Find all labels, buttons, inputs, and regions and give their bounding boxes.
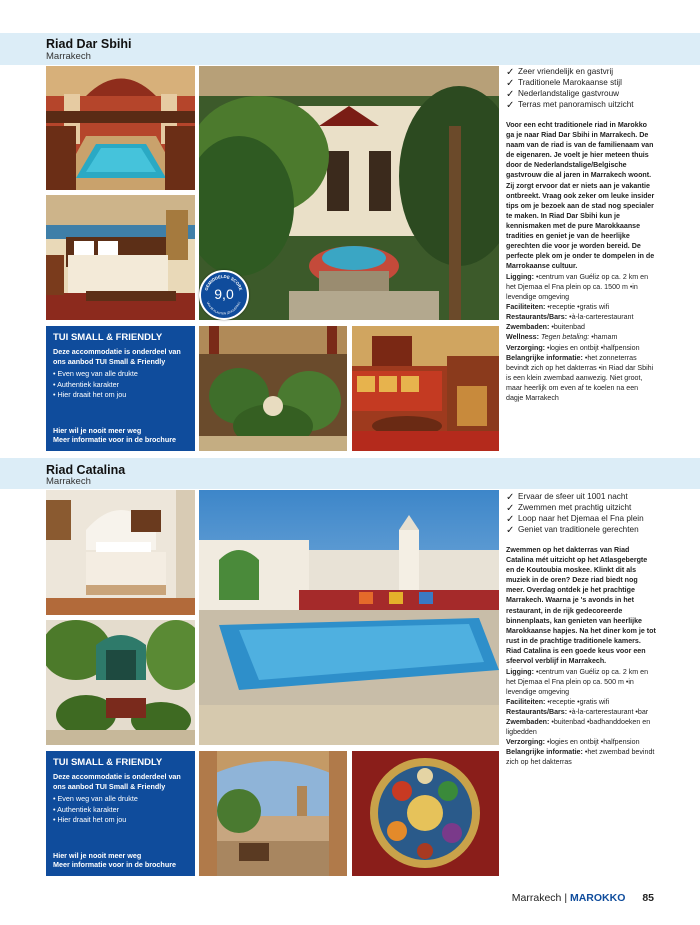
highlight-item: ✓ Terras met panoramisch uitzicht (506, 100, 634, 112)
infobox-footer-line: Hier wil je nooit meer weg (53, 425, 142, 435)
fact-item: Faciliteiten: •receptie •gratis wifi (506, 303, 610, 312)
section-header-riad-catalina (0, 458, 700, 489)
fact-item: Faciliteiten: •receptie •gratis wifi (506, 698, 610, 707)
photo-rooftop-pool (199, 490, 499, 745)
hotel-location: Marrakech (46, 51, 91, 62)
photo-bedroom (46, 195, 195, 320)
infobox-bullet: • Even weg van alle drukte (53, 794, 188, 804)
score-sublabel: VAN 55 KLANTEN (ZOOVERNL) (205, 301, 242, 316)
photo-patio-restaurant (46, 620, 195, 745)
photo-lounge (352, 326, 499, 451)
highlight-item: ✓ Traditionele Marokaanse stijl (506, 78, 622, 90)
infobox-description: Deze accommodatie is onderdeel van ons aanbod TUI Small & Friendly (53, 772, 181, 791)
score-label: GEMIDDELDE SCORE (203, 273, 244, 292)
fact-item: Verzorging: •logies en ontbijt •halfpension (506, 738, 640, 747)
infobox-footer-link[interactable]: Meer informatie voor in de brochure (53, 435, 177, 445)
highlights-list (506, 67, 656, 111)
highlight-item: ✓ Loop naar het Djemaa el Fna plein (506, 514, 644, 526)
photo-courtyard-above (199, 326, 347, 451)
hotel-description-column (506, 492, 656, 768)
checkmark-icon: ✓ (506, 78, 515, 90)
facts-list (506, 667, 656, 768)
infobox-footer-link[interactable]: Meer informatie voor in de brochure (53, 860, 177, 870)
highlights-list (506, 492, 656, 536)
fact-item: Zwembaden: •buitenbad •badhanddoeken en ligbedden (506, 718, 651, 737)
fact-item: Restaurants/Bars: •à-la-carterestaurant (506, 313, 634, 322)
photo-terrace-view (199, 751, 347, 876)
highlight-item: ✓ Zwemmen met prachtig uitzicht (506, 503, 632, 515)
checkmark-icon: ✓ (506, 89, 515, 101)
facts-list (506, 272, 656, 403)
infobox-bullet: • Authentiek karakter (53, 805, 188, 815)
infobox-title: TUI SMALL & FRIENDLY (53, 757, 163, 768)
intro-paragraph: Voor een echt traditionele riad in Marokko ga je naar Riad Dar Sbihi in Marrakech. De naam van de riad is van de familienaam van de eigenaren. Je voelt je hier meteen thuis door de Nederlandstalige/Belgische gastvrouw die al jaren in Marrakech woont. Zij zorgt ervoor dat er niets aan je vakantie ontbreekt. Vraag ook zeker om leuke insider tips om je bezoek aan de stad nog specialer te maken. In Riad Dar Sbihi kun je kennismaken met de pure Marokkaanse tradities en geniet je van de heerlijke gerechten die voor je worden bereid. De perfecte plek om je onder te dompelen in de Marrokaanse cultuur. (506, 121, 655, 270)
intro-paragraph: Zwemmen op het dakterras van Riad Catalina mét uitzicht op het Atlasgebergte en de Koutoubia moskee. Klinkt dit als muziek in de oren? Deze riad biedt nog meer. Overdag ontdek je het prachtige Marrakech. Waarna je 's avonds in het restaurant, in de rijk gedecoreerde binnenplaats, kan genieten van heerlijke Marokkaanse hapjes. Na het diner kom je tot rust in de prachtige traditionele kamers. Riad Catalina is een goede keus voor een sfeervol verblijf in Marrakech. (506, 546, 656, 665)
infobox-bullets (53, 369, 188, 400)
checkmark-icon: ✓ (506, 525, 515, 537)
hotel-title: Riad Catalina (46, 463, 126, 477)
infobox-title: TUI SMALL & FRIENDLY (53, 332, 163, 343)
highlight-item: ✓ Nederlandstalige gastvrouw (506, 89, 620, 101)
fact-item: Belangrijke informatie: •het zwembad bevindt zich op het dakterras (506, 748, 655, 767)
footer-region: Marrakech (511, 892, 562, 904)
fact-item: Restaurants/Bars: •à-la-carterestaurant •bar (506, 708, 649, 717)
infobox-footer (53, 426, 176, 445)
photo-moroccan-dishes (352, 751, 499, 876)
fact-item: Belangrijke informatie: •het zonneterras bevindt zich op het dakterras •in Riad dar Sbihi is een klein zwembad aanwezig. Niet groot, maar heerlijk om even af te koelen na een dagje Marrakech (506, 353, 654, 402)
hotel-location: Marrakech (46, 476, 91, 487)
fact-item: Verzorging: •logies en ontbijt •halfpension (506, 343, 640, 352)
checkmark-icon: ✓ (506, 492, 515, 503)
fact-item: Zwembaden: •buitenbad (506, 323, 585, 332)
infobox-description: Deze accommodatie is onderdeel van ons aanbod TUI Small & Friendly (53, 347, 181, 366)
highlight-item: ✓ Zeer vriendelijk en gastvrij (506, 67, 614, 78)
infobox-bullets (53, 794, 188, 825)
hotel-title: Riad Dar Sbihi (46, 37, 132, 51)
fact-item: Wellness: Tegen betaling: •hamam (506, 333, 618, 342)
infobox-footer (53, 851, 176, 870)
footer-separator: | (564, 892, 568, 904)
photo-white-bedroom (46, 490, 195, 615)
infobox-bullet: • Hier draait het om jou (53, 815, 188, 825)
infobox-footer-line: Hier wil je nooit meer weg (53, 850, 142, 860)
score-value: 9,0 (214, 286, 234, 302)
fact-item: Ligging: •centrum van Guéliz op ca. 2 km en het Djemaa el Fna plein op ca. 500 m •in levendige omgeving (506, 667, 649, 696)
photo-indoor-pool (46, 66, 195, 190)
page-footer (512, 892, 654, 904)
hotel-description-column (506, 67, 656, 403)
checkmark-icon: ✓ (506, 100, 515, 112)
checkmark-icon: ✓ (506, 503, 515, 515)
page-number: 85 (642, 892, 654, 904)
infobox-bullet: • Hier draait het om jou (53, 390, 188, 400)
checkmark-icon: ✓ (506, 67, 515, 78)
footer-country: MAROKKO (569, 892, 626, 904)
infobox-bullet: • Even weg van alle drukte (53, 369, 188, 379)
svg-text:VAN 55 KLANTEN (ZOOVERNL) (206, 301, 241, 315)
tui-small-friendly-box (46, 751, 195, 876)
highlight-item: ✓ Geniet van traditionele gerechten (506, 525, 639, 537)
infobox-bullet: • Authentiek karakter (53, 380, 188, 390)
tui-small-friendly-box (46, 326, 195, 451)
fact-item: Ligging: •centrum van Guéliz op ca. 2 km en het Djemaa el Fna plein op ca. 1500 m •in levendige omgeving (506, 273, 649, 302)
score-badge (199, 270, 249, 320)
highlight-item: ✓ Ervaar de sfeer uit 1001 nacht (506, 492, 628, 503)
checkmark-icon: ✓ (506, 514, 515, 526)
section-header-riad-dar-sbihi (0, 33, 700, 65)
